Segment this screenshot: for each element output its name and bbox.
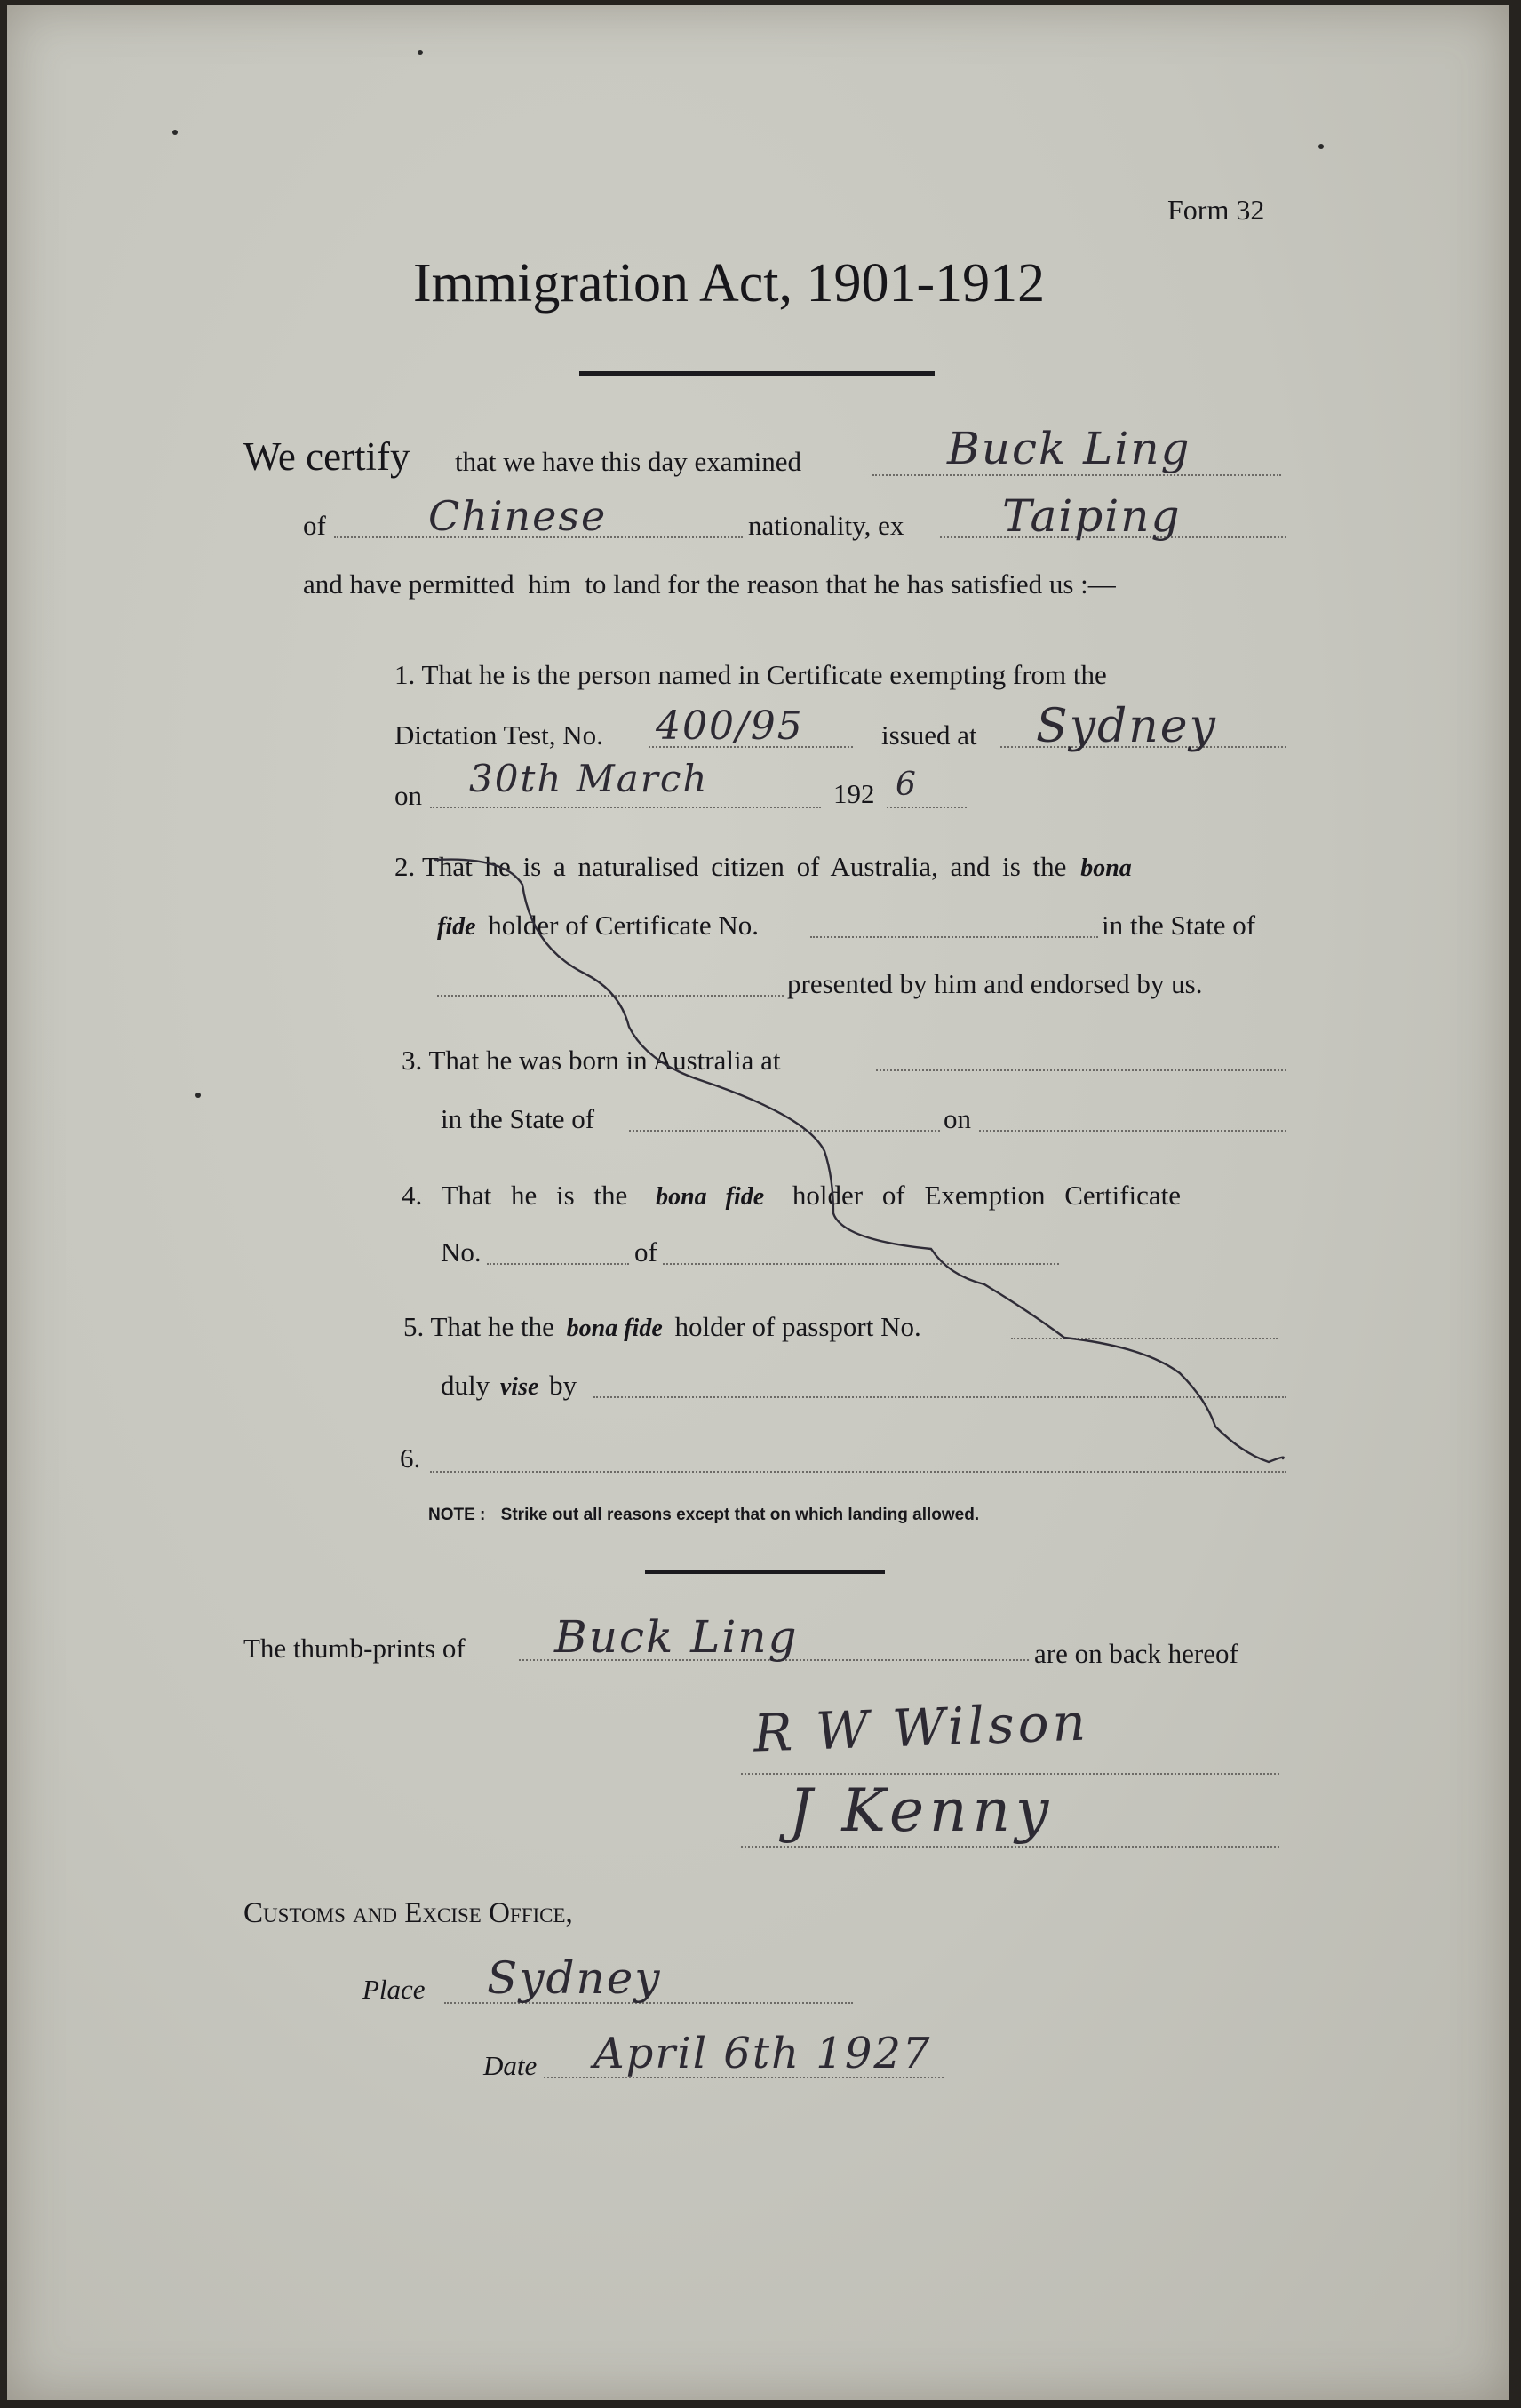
signature-1-dotted-line	[741, 1773, 1279, 1775]
reason-4-bona-fide: bona fide	[656, 1183, 765, 1211]
year-digit-handwritten: 6	[896, 767, 918, 803]
date-handwritten: April 6th 1927	[593, 2029, 932, 2078]
we-certify: We certify	[243, 434, 410, 479]
reason-1-on: on	[394, 780, 422, 811]
reason-6-dotted-line	[430, 1471, 1286, 1473]
line1-text: that we have this day examined	[455, 446, 801, 477]
line3-text	[303, 570, 1116, 598]
reason-3-state: in the State of	[441, 1103, 595, 1134]
bona-word: bona	[1080, 854, 1132, 882]
reason-4-line1	[402, 1181, 1181, 1210]
birth-date-dotted-line	[979, 1130, 1286, 1132]
year-prefix: 192	[833, 778, 875, 809]
thumb-prefix: The thumb-prints of	[243, 1633, 466, 1664]
document-title: Immigration Act, 1901-1912	[413, 253, 1046, 314]
reason-5-by: by	[549, 1370, 577, 1401]
thumb-suffix: are on back hereof	[1034, 1638, 1238, 1669]
reason-2-text: That he is a naturalised citizen of Australia, and is the	[422, 851, 1067, 882]
line3-start: and have permitted	[303, 568, 514, 600]
ink-speck	[1318, 144, 1324, 149]
reason-5-line1	[403, 1313, 921, 1341]
line3-rest: to land for the reason that he has satisfied us :—	[585, 568, 1116, 600]
reason-5-start: 5. That he the	[403, 1311, 554, 1342]
examined-name-dotted-line	[872, 474, 1281, 476]
note-label: NOTE :	[428, 1506, 486, 1524]
title-rule	[579, 371, 935, 376]
exemption-of-dotted-line	[663, 1263, 1059, 1265]
signature-2-dotted-line	[741, 1846, 1279, 1848]
reason-4-of: of	[634, 1236, 657, 1268]
reason-6-number: 6.	[400, 1442, 421, 1474]
ink-speck	[172, 130, 178, 135]
nationality-handwritten: Chinese	[428, 492, 608, 540]
reason-4-end: holder of Exemption Certificate	[792, 1180, 1182, 1211]
thumb-name-handwritten: Buck Ling	[554, 1611, 799, 1663]
issued-at-label: issued at	[881, 719, 977, 751]
certificate-number-dotted-line	[810, 936, 1098, 938]
reason-5-vise: vise	[499, 1373, 539, 1401]
pronoun: him	[528, 568, 571, 600]
birth-state-dotted-line	[629, 1130, 940, 1132]
fide-word: fide	[437, 913, 476, 941]
place-label: Place	[362, 1974, 426, 2005]
reason-1-line1: 1. That he is the person named in Certificate exempting from the	[394, 659, 1107, 690]
note-rule	[645, 1570, 885, 1574]
office-heading: Customs and Excise Office,	[243, 1897, 573, 1929]
birthplace-dotted-line	[876, 1069, 1286, 1071]
reason-2-holder: holder of Certificate No.	[488, 910, 759, 941]
exemption-number-dotted-line	[487, 1263, 629, 1265]
note-text: Strike out all reasons except that on which landing allowed.	[500, 1506, 980, 1524]
vise-dotted-line	[593, 1396, 1286, 1398]
reason-2-line2	[437, 911, 759, 940]
issued-date-dotted-line	[430, 807, 821, 808]
reason-5-end: holder of passport No.	[674, 1311, 921, 1342]
place-handwritten: Sydney	[487, 1952, 662, 2004]
reason-3-line1: 3. That he was born in Australia at	[402, 1045, 781, 1076]
state-dotted-line	[437, 995, 784, 997]
dictation-number-handwritten: 400/95	[656, 703, 804, 749]
reason-4-start: 4. That he is the	[402, 1180, 628, 1211]
examined-name-handwritten: Buck Ling	[947, 423, 1191, 474]
signature-2: J Kenny	[789, 1776, 1055, 1845]
reason-5-duly: duly	[441, 1370, 490, 1401]
reason-5-bona-fide: bona fide	[566, 1315, 663, 1342]
reason-3-on: on	[944, 1103, 971, 1134]
certificate-sheet	[7, 5, 1509, 2400]
ship-handwritten: Taiping	[1002, 490, 1182, 542]
issued-date-handwritten: 30th March	[469, 757, 709, 800]
passport-number-dotted-line	[1011, 1338, 1278, 1339]
ink-speck	[195, 1093, 201, 1098]
signature-1: R W Wilson	[752, 1691, 1090, 1764]
reason-5-line2	[441, 1371, 577, 1400]
date-label: Date	[483, 2050, 538, 2081]
nationality-label: nationality, ex	[748, 510, 904, 541]
form-number: Form 32	[1167, 194, 1265, 226]
reason-2-state: in the State of	[1102, 910, 1256, 941]
reason-2-line1	[394, 853, 1132, 881]
ink-speck	[418, 50, 423, 55]
reason-4-no: No.	[441, 1236, 482, 1268]
reason-2-number: 2.	[394, 851, 416, 882]
issued-place-handwritten: Sydney	[1036, 700, 1217, 753]
of-label: of	[303, 510, 326, 541]
reason-1-dictation: Dictation Test, No.	[394, 719, 603, 751]
reason-2-line3: presented by him and endorsed by us.	[787, 968, 1203, 999]
year-dotted-line	[887, 807, 967, 808]
note-line	[428, 1506, 979, 1523]
